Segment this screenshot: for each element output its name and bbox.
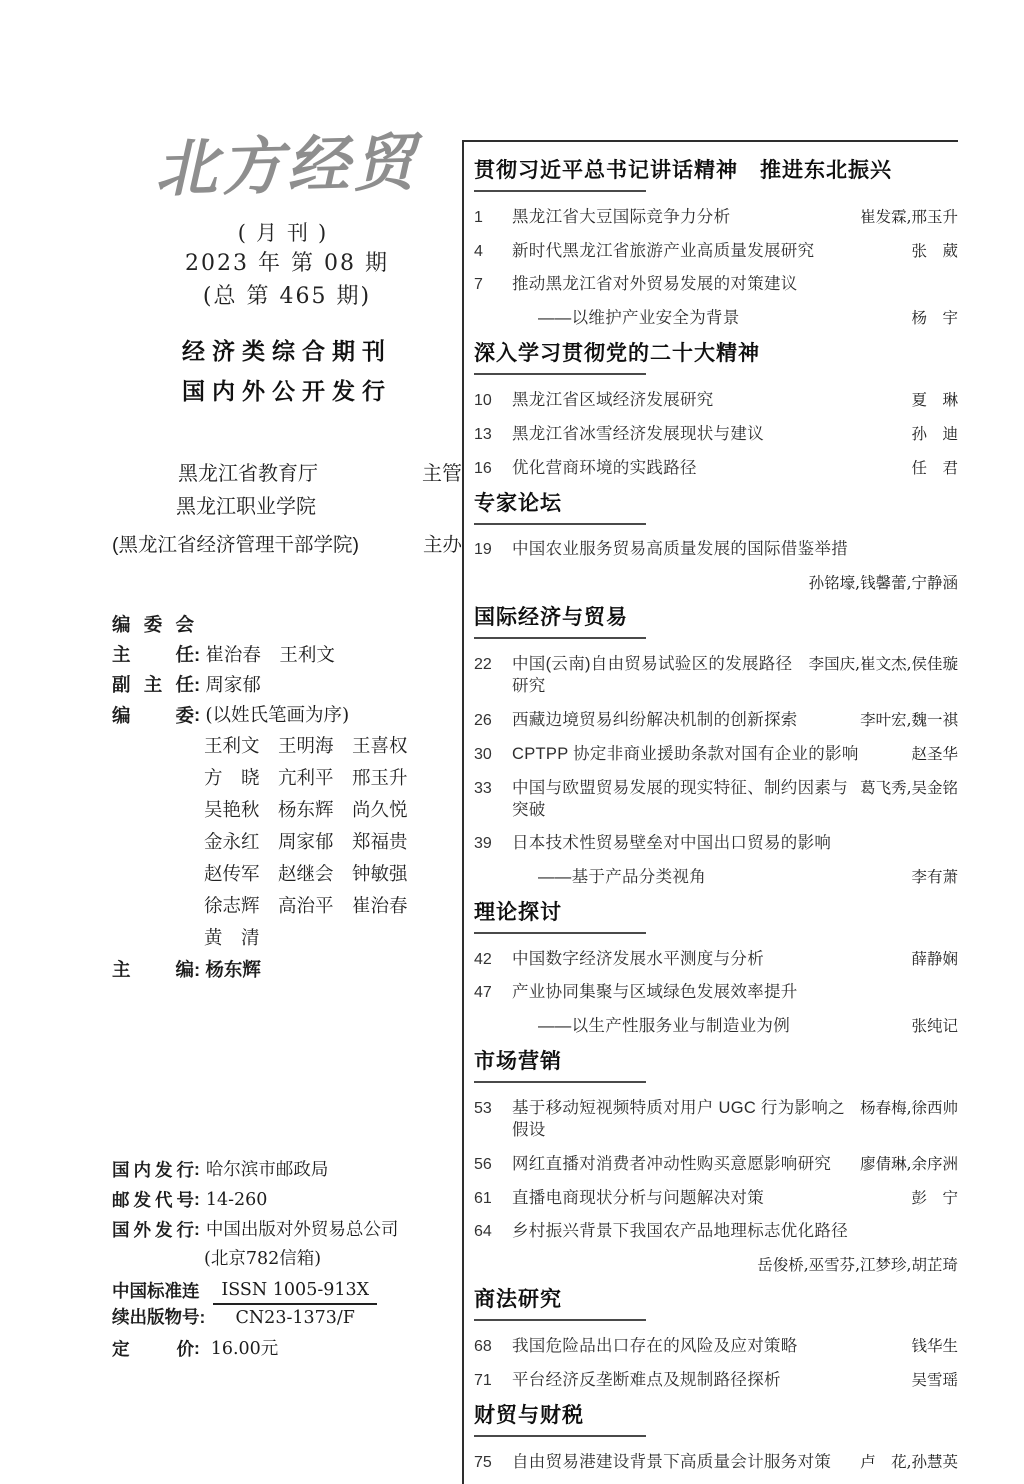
- toc-item: [474, 947, 958, 970]
- toc-item: [474, 1152, 958, 1175]
- toc-section-title: 商法研究: [474, 1288, 562, 1311]
- price-label: 定价: [112, 1339, 194, 1359]
- editorial-member-row: 金永红 周家郁 郑福贵: [204, 832, 408, 854]
- toc-item-authors: 崔发霖,邢玉升: [860, 208, 958, 226]
- toc-item-title: CPTPP 协定非商业援助条款对国有企业的影响: [512, 745, 859, 763]
- toc-item-page: 75: [474, 1454, 492, 1471]
- price-value: 16.00元: [210, 1339, 279, 1359]
- toc-item-title: 我国危险品出口存在的风险及应对策略: [512, 1337, 798, 1355]
- organizer-row: [112, 526, 462, 564]
- issn-values: [213, 1280, 377, 1328]
- toc-item-title: 产业协同集聚与区域绿色发展效率提升: [512, 983, 798, 1001]
- toc-item-authors: 岳俊桥,巫雪芬,江梦珍,胡芷琦: [757, 1256, 958, 1274]
- toc-section-underline: [474, 1435, 646, 1437]
- toc-section-title: 理论探讨: [474, 901, 562, 924]
- monthly-label: (月刊): [237, 221, 337, 246]
- toc-item-authors-row: [474, 1253, 958, 1275]
- publication-row-colon: :: [194, 1189, 200, 1209]
- organizer-line2: (黑龙江省经济管理干部学院): [112, 534, 359, 557]
- toc-section-underline: [474, 1319, 646, 1321]
- supervisor-row: [112, 457, 462, 486]
- toc-item-authors: 葛飞秀,吴金铭: [860, 779, 958, 797]
- issn-number: ISSN 1005-913X: [213, 1280, 377, 1305]
- toc-item-title: 推动黑龙江省对外贸易发展的对策建议: [512, 275, 798, 293]
- editorial-chief-row: 主编: 杨东辉: [112, 955, 462, 985]
- toc-item: [474, 239, 958, 262]
- toc-item-title: 基于移动短视频特质对用户 UGC 行为影响之假设: [512, 1099, 845, 1139]
- toc-item-page: 22: [474, 656, 492, 673]
- toc-item-authors: 任 君: [911, 459, 958, 477]
- toc-item: [474, 456, 958, 479]
- toc-item-authors: 廖倩琳,余序洲: [860, 1155, 958, 1173]
- publication-row-value: 哈尔滨市邮政局: [205, 1160, 329, 1180]
- members-note: (以姓氏笔画为序): [205, 705, 350, 727]
- toc-section-title: 国际经济与贸易: [474, 606, 628, 629]
- toc-item-title: 中国数字经济发展水平测度与分析: [512, 950, 764, 968]
- toc-item-subtitle: ——以生产性服务业与制造业为例: [538, 1017, 790, 1035]
- editorial-director-row: 主任: 崔治春 王利文: [112, 640, 462, 670]
- journal-type: [112, 331, 462, 411]
- toc-item: [474, 1334, 958, 1357]
- toc-item-title: 日本技术性贸易壁垒对中国出口贸易的影响: [512, 834, 832, 852]
- deputy-names: 周家郁: [205, 674, 261, 696]
- toc-item-page: 71: [474, 1372, 492, 1389]
- toc-item-authors: 杨春梅,徐西帅: [860, 1099, 958, 1117]
- toc-item: [474, 742, 958, 765]
- toc-section-title: 贯彻习近平总书记讲话精神 推进东北振兴: [474, 159, 892, 182]
- publication-row: [112, 1215, 462, 1245]
- toc-item: [474, 1368, 958, 1391]
- issn-label-line1: 中国标准连: [112, 1281, 200, 1301]
- toc-item-title: 新时代黑龙江省旅游产业高质量发展研究: [512, 242, 815, 260]
- toc-item-authors: 孙铭壕,钱馨蕾,宁静涵: [808, 574, 958, 592]
- publication-row-colon: :: [194, 1159, 200, 1179]
- toc-item-title: 优化营商环境的实践路径: [512, 459, 697, 477]
- toc-item-authors: 李有萧: [911, 868, 958, 886]
- toc-item-title: 乡村振兴背景下我国农产品地理标志优化路径: [512, 1222, 848, 1240]
- toc-section-underline: [474, 932, 646, 934]
- editorial-member-row: 徐志辉 高治平 崔治春: [204, 896, 408, 918]
- toc-item-subtitle-row: [538, 306, 958, 329]
- toc-item-page: 30: [474, 746, 492, 763]
- price-row: 定价: 16.00元: [112, 1333, 462, 1364]
- organizer-role: 主办: [422, 534, 462, 557]
- toc-item-authors: 夏 琳: [911, 391, 958, 409]
- publication-row-label: 国内发行: [112, 1160, 194, 1180]
- toc-item: [474, 1450, 958, 1473]
- editorial-member-row: 赵传军 赵继会 钟敏强: [204, 864, 408, 886]
- toc-item: [474, 273, 958, 295]
- toc-item-authors: 李叶宏,魏一祺: [860, 711, 958, 729]
- publication-row-label: 邮发代号: [112, 1190, 194, 1210]
- editorial-members: [112, 731, 462, 955]
- supervisor-name: 黑龙江省教育厅: [178, 463, 318, 486]
- toc-item-subtitle-row: [538, 1014, 958, 1037]
- toc-item: [474, 388, 958, 411]
- toc-item: [474, 652, 958, 697]
- director-names: 崔治春 王利文: [205, 644, 335, 666]
- publication-row-value: 14-260: [205, 1190, 268, 1210]
- toc-item-title: 中国(云南)自由贸易试验区的发展路径研究: [512, 655, 793, 695]
- toc-item-title: 中国与欧盟贸易发展的现实特征、制约因素与突破: [512, 779, 848, 819]
- toc-item-page: 26: [474, 712, 492, 729]
- publication-rows: [112, 1155, 462, 1245]
- toc-item: [474, 205, 958, 228]
- toc-item-page: 53: [474, 1100, 492, 1117]
- toc-item-authors: 张 葳: [911, 242, 958, 260]
- toc-item-authors: 卢 花,孙慧英: [860, 1453, 958, 1471]
- issue-total: (总 第 465 期): [202, 284, 372, 310]
- toc-item-subtitle: ——基于产品分类视角: [538, 868, 706, 886]
- issn-labels: [112, 1278, 205, 1330]
- toc-item: [474, 1220, 958, 1242]
- toc-item-page: 4: [474, 243, 483, 260]
- journal-info-column: [112, 125, 462, 985]
- toc-item-page: 47: [474, 984, 492, 1001]
- toc-item: [474, 1096, 958, 1141]
- toc-item-page: 56: [474, 1156, 492, 1173]
- editorial-board-title: 编委会: [112, 614, 194, 636]
- journal-type-line2: 国内外公开发行: [182, 378, 392, 405]
- toc-item-title: 自由贸易港建设背景下高质量会计服务对策: [512, 1453, 832, 1471]
- organizer-line1: 黑龙江职业学院: [176, 496, 316, 519]
- toc-item-authors: 彭 宁: [911, 1189, 958, 1207]
- toc-item-title: 网红直播对消费者冲动性购买意愿影响研究: [512, 1155, 832, 1173]
- toc-item: [474, 981, 958, 1003]
- toc-item: [474, 422, 958, 445]
- members-label: 编委: [112, 705, 194, 727]
- toc-item-page: 61: [474, 1190, 492, 1207]
- toc-item-authors: 薛静娴: [911, 950, 958, 968]
- toc-item-authors: 孙 迪: [911, 425, 958, 443]
- toc-item-page: 42: [474, 951, 492, 968]
- toc-item-authors-row: [474, 571, 958, 593]
- toc-section-underline: [474, 373, 646, 375]
- toc-item-authors: 杨 宇: [911, 309, 958, 327]
- toc-item-authors: 赵圣华: [911, 745, 958, 763]
- editorial-member-row: 方 晓 亢利平 邢玉升: [204, 768, 408, 790]
- toc-item-page: 68: [474, 1338, 492, 1355]
- editorial-members-row: 编委: (以姓氏笔画为序): [112, 700, 462, 731]
- toc: [462, 140, 958, 1484]
- editorial-member-row: 黄 清: [204, 928, 260, 950]
- toc-item-authors: 钱华生: [911, 1337, 958, 1355]
- toc-item-title: 中国农业服务贸易高质量发展的国际借鉴举措: [512, 540, 848, 558]
- toc-item-page: 64: [474, 1223, 492, 1240]
- publication-row-label: 国外发行: [112, 1220, 194, 1240]
- publication-info: [112, 1155, 462, 1364]
- deputy-label: 副主任: [112, 674, 194, 696]
- toc-item-title: 平台经济反垄断难点及规制路径探析: [512, 1371, 781, 1389]
- publication-row: [112, 1185, 462, 1215]
- journal-type-line1: 经济类综合期刊: [182, 338, 392, 365]
- toc-item-authors: 李国庆,崔文杰,侯佳璇: [808, 655, 958, 673]
- editorial-member-row: 王利文 王明海 王喜权: [204, 736, 408, 758]
- toc-item-title: 西藏边境贸易纠纷解决机制的创新探索: [512, 711, 798, 729]
- issn-block: [112, 1278, 462, 1330]
- toc-item-title: 黑龙江省冰雪经济发展现状与建议: [512, 425, 764, 443]
- toc-section-underline: [474, 637, 646, 639]
- publication-row-colon: :: [194, 1219, 200, 1239]
- toc-section-underline: [474, 1081, 646, 1083]
- chief-name: 杨东辉: [205, 959, 261, 981]
- toc-section-underline: [474, 523, 646, 525]
- toc-item-page: 33: [474, 780, 492, 797]
- toc-item-authors: 张纯记: [911, 1017, 958, 1035]
- toc-section-underline: [474, 190, 646, 192]
- director-label: 主任: [112, 644, 194, 666]
- editorial-member-row: 吴艳秋 杨东辉 尚久悦: [204, 800, 408, 822]
- journal-logo: 北方经贸: [154, 125, 420, 206]
- toc-section-title: 财贸与财税: [474, 1404, 584, 1427]
- toc-item-subtitle-row: [538, 865, 958, 888]
- toc-item: [474, 776, 958, 821]
- issn-label-line2: 续出版物号:: [112, 1307, 206, 1327]
- toc-item-page: 16: [474, 460, 492, 477]
- cn-number: CN23-1373/F: [235, 1308, 355, 1328]
- toc-item-title: 黑龙江省大豆国际竞争力分析: [512, 208, 731, 226]
- foreign-address: (北京782信箱): [204, 1249, 322, 1269]
- publication-row-value: 中国出版对外贸易总公司: [205, 1220, 399, 1240]
- toc-item-subtitle: ——以维护产业安全为背景: [538, 309, 740, 327]
- toc-item-title: 黑龙江省区域经济发展研究: [512, 391, 714, 409]
- issue-number: 2023 年 第 08 期: [185, 251, 389, 277]
- supervisor-role: 主管: [422, 463, 462, 486]
- toc-item-page: 7: [474, 276, 483, 293]
- toc-item-title: 直播电商现状分析与问题解决对策: [512, 1189, 764, 1207]
- editorial-board: [112, 610, 462, 985]
- toc-item: [474, 1186, 958, 1209]
- toc-item-page: 10: [474, 392, 492, 409]
- toc-item-page: 13: [474, 426, 492, 443]
- toc-section-title: 深入学习贯彻党的二十大精神: [474, 342, 760, 365]
- toc-item: [474, 708, 958, 731]
- toc-item-authors: 吴雪瑶: [911, 1371, 958, 1389]
- toc-item-page: 1: [474, 209, 483, 226]
- toc-section-title: 市场营销: [474, 1050, 562, 1073]
- chief-label: 主编: [112, 959, 194, 981]
- toc-item-page: 19: [474, 541, 492, 558]
- toc-item: [474, 832, 958, 854]
- editorial-deputy-row: 副主任: 周家郁: [112, 670, 462, 700]
- toc-item: [474, 538, 958, 560]
- toc-item-page: 39: [474, 835, 492, 852]
- toc-section-title: 专家论坛: [474, 492, 562, 515]
- publication-row: [112, 1155, 462, 1185]
